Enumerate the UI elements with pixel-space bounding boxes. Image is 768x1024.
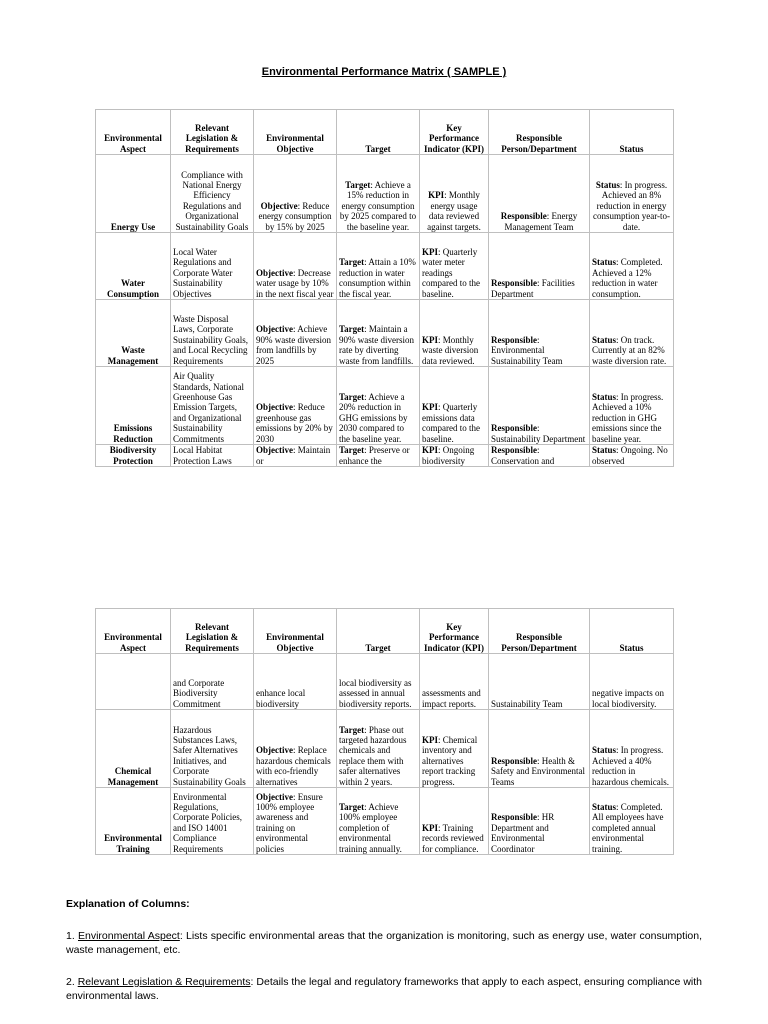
status-label: Status	[592, 334, 617, 345]
status-text: : Completed. Achieved a 12% reduction in water consumption.	[592, 257, 663, 299]
target-text: : Attain a 10% reduction in water consumption within the fiscal year.	[339, 257, 416, 299]
responsible-text: : Health & Safety and Environmental Teams	[491, 755, 585, 787]
responsible-label: Responsible	[491, 334, 538, 345]
objective-cell: enhance local biodiversity	[254, 654, 337, 710]
table-row	[96, 445, 674, 467]
target-cell	[337, 367, 420, 445]
header-objective: Environmental Objective	[254, 110, 337, 155]
target-cell	[337, 445, 420, 467]
objective-cell	[254, 155, 337, 233]
responsible-cell	[489, 367, 590, 445]
status-label: Status	[592, 391, 617, 402]
aspect-cell: Emissions Reduction	[96, 367, 171, 445]
explanation-item	[66, 929, 702, 957]
responsible-label: Responsible	[491, 278, 538, 289]
target-cell: local biodiversity as assessed in annual biodiversity reports.	[337, 654, 420, 710]
target-cell	[337, 155, 420, 233]
target-cell	[337, 788, 420, 855]
header-target: Target	[337, 609, 420, 654]
target-text: : Achieve a 15% reduction in energy consumption by 2025 compared to the baseline year.	[339, 179, 417, 232]
header-kpi: Key Performance Indicator (KPI)	[420, 110, 489, 155]
legislation-cell: Hazardous Substances Laws, Safer Alternatives Initiatives, and Corporate Sustainability Goals	[171, 710, 254, 788]
table-row	[96, 367, 674, 445]
responsible-cell	[489, 300, 590, 367]
legislation-cell: Local Water Regulations and Corporate Water Sustainability Objectives	[171, 233, 254, 300]
kpi-text: : Chemical inventory and alternatives report tracking progress.	[422, 734, 478, 787]
objective-label: Objective	[256, 324, 293, 335]
status-cell	[590, 445, 674, 467]
kpi-cell	[420, 367, 489, 445]
status-cell	[590, 155, 674, 233]
kpi-cell: assessments and impact reports.	[420, 654, 489, 710]
explanation-heading: Explanation of Columns:	[66, 898, 190, 910]
kpi-label: KPI	[422, 445, 439, 456]
target-label: Target	[339, 445, 365, 456]
responsible-cell: Sustainability Team	[489, 654, 590, 710]
kpi-text: : Training records reviewed for compliance.	[422, 822, 484, 854]
kpi-cell	[420, 155, 489, 233]
target-text: : Phase out targeted hazardous chemicals and replace them with safer alternatives within 2 years.	[339, 724, 407, 787]
target-label: Target	[339, 324, 365, 335]
responsible-cell	[489, 788, 590, 855]
status-label: Status	[595, 179, 620, 190]
status-cell	[590, 788, 674, 855]
target-text: : Achieve 100% employee completion of environmental training annually.	[339, 801, 402, 854]
target-text: : Achieve a 20% reduction in GHG emissions by 2030 compared to the baseline year.	[339, 391, 408, 444]
table-row	[96, 155, 674, 233]
status-cell	[590, 300, 674, 367]
aspect-cell	[96, 654, 171, 710]
kpi-label: KPI	[422, 246, 439, 257]
table-header-row	[96, 609, 674, 654]
target-label: Target	[339, 724, 365, 735]
responsible-label: Responsible	[491, 755, 538, 766]
objective-text: : Reduce energy consumption by 15% by 2025	[258, 200, 332, 232]
kpi-label: KPI	[422, 402, 439, 413]
status-label: Status	[592, 445, 617, 456]
kpi-label: KPI	[422, 734, 439, 745]
status-label: Status	[592, 801, 617, 812]
responsible-label: Responsible	[491, 812, 538, 823]
legislation-cell: Local Habitat Protection Laws	[171, 445, 254, 467]
header-legislation: Relevant Legislation & Requirements	[171, 110, 254, 155]
responsible-label: Responsible	[491, 423, 538, 434]
kpi-text: : Monthly waste diversion data reviewed.	[422, 334, 479, 366]
target-cell	[337, 710, 420, 788]
document-title: Environmental Performance Matrix ( SAMPLE )	[261, 66, 507, 78]
status-label: Status	[592, 745, 617, 756]
explanation-item-text: : Lists specific environmental areas that the organization is monitoring, such as energy use, water consumption, waste management, etc.	[66, 930, 702, 956]
legislation-cell: Environmental Regulations, Corporate Policies, and ISO 14001 Compliance Requirements	[171, 788, 254, 855]
aspect-cell: Water Consumption	[96, 233, 171, 300]
kpi-cell	[420, 300, 489, 367]
kpi-label: KPI	[422, 334, 439, 345]
objective-label: Objective	[260, 200, 298, 211]
responsible-text: : Conservation and	[491, 445, 555, 466]
explanation-item-number: 1.	[66, 930, 75, 942]
responsible-cell	[489, 155, 590, 233]
table-row	[96, 233, 674, 300]
target-label: Target	[339, 257, 365, 268]
header-status: Status	[590, 609, 674, 654]
kpi-text: : Monthly energy usage data reviewed against targets.	[427, 190, 481, 232]
header-legislation: Relevant Legislation & Requirements	[171, 609, 254, 654]
kpi-text: : Ongoing biodiversity	[422, 445, 475, 466]
responsible-label: Responsible	[491, 445, 538, 456]
header-responsible: Responsible Person/Department	[489, 110, 590, 155]
kpi-cell	[420, 788, 489, 855]
table-row	[96, 710, 674, 788]
status-text: : In progress. Achieved an 8% reduction in energy consumption year-to-date.	[592, 179, 671, 232]
table-header-row	[96, 110, 674, 155]
target-text: : Maintain a 90% waste diversion rate by diverting waste from landfills.	[339, 324, 414, 366]
status-text: : In progress. Achieved a 10% reduction in GHG emissions since the baseline year.	[592, 391, 664, 444]
explanation-item-term: Relevant Legislation & Requirements	[77, 976, 251, 988]
header-status: Status	[590, 110, 674, 155]
kpi-text: : Quarterly water meter readings compared to the baseline.	[422, 246, 480, 299]
objective-text: : Ensure 100% employee awareness and training on environmental policies	[256, 791, 323, 854]
objective-cell	[254, 367, 337, 445]
responsible-cell	[489, 710, 590, 788]
explanation-item-number: 2.	[66, 976, 75, 988]
header-aspect: Environmental Aspect	[96, 609, 171, 654]
explanation-item-text: : Details the legal and regulatory frameworks that apply to each aspect, ensuring compliance with environmental laws.	[66, 976, 702, 1002]
header-kpi: Key Performance Indicator (KPI)	[420, 609, 489, 654]
header-target: Target	[337, 110, 420, 155]
kpi-label: KPI	[428, 190, 445, 201]
matrix-table-part2	[95, 608, 674, 855]
status-text: : Ongoing. No observed	[592, 445, 668, 466]
explanation-item	[66, 975, 702, 1003]
aspect-cell: Waste Management	[96, 300, 171, 367]
target-label: Target	[339, 801, 365, 812]
table-row	[96, 300, 674, 367]
table-row	[96, 654, 674, 710]
aspect-cell: Environmental Training	[96, 788, 171, 855]
objective-cell	[254, 788, 337, 855]
responsible-cell	[489, 445, 590, 467]
objective-text: : Replace hazardous chemicals with eco-friendly alternatives	[256, 745, 331, 787]
table-row	[96, 788, 674, 855]
status-text: : Completed. All employees have completed annual environmental training.	[592, 801, 664, 854]
aspect-cell: Chemical Management	[96, 710, 171, 788]
kpi-cell	[420, 233, 489, 300]
objective-cell	[254, 710, 337, 788]
aspect-cell: Energy Use	[96, 155, 171, 233]
objective-text: : Decrease water usage by 10% in the next fiscal year	[256, 267, 334, 299]
objective-text: : Reduce greenhouse gas emissions by 20% by 2030	[256, 402, 333, 444]
status-cell	[590, 367, 674, 445]
objective-text: : Maintain or	[256, 445, 331, 466]
kpi-label: KPI	[422, 822, 439, 833]
objective-cell	[254, 445, 337, 467]
status-cell: negative impacts on local biodiversity.	[590, 654, 674, 710]
responsible-text: : HR Department and Environmental Coordinator	[491, 812, 555, 854]
responsible-text: : Environmental Sustainability Team	[491, 334, 563, 366]
responsible-text: : Facilities Department	[491, 278, 575, 299]
kpi-cell	[420, 445, 489, 467]
objective-label: Objective	[256, 791, 293, 802]
status-text: : On track. Currently at an 82% waste diversion rate.	[592, 334, 667, 366]
objective-text: : Achieve 90% waste diversion from landfills by 2025	[256, 324, 331, 366]
status-cell	[590, 710, 674, 788]
objective-cell	[254, 300, 337, 367]
objective-cell	[254, 233, 337, 300]
target-label: Target	[339, 391, 365, 402]
status-label: Status	[592, 257, 617, 268]
header-objective: Environmental Objective	[254, 609, 337, 654]
responsible-text: : Sustainability Department	[491, 423, 586, 444]
objective-label: Objective	[256, 445, 293, 456]
responsible-text: : Energy Management Team	[504, 211, 578, 232]
aspect-cell: Biodiversity Protection	[96, 445, 171, 467]
legislation-cell: Compliance with National Energy Efficiency Regulations and Organizational Sustainability Goals	[171, 155, 254, 233]
legislation-cell: Waste Disposal Laws, Corporate Sustainability Goals, and Local Recycling Requirements	[171, 300, 254, 367]
target-label: Target	[345, 179, 371, 190]
header-responsible: Responsible Person/Department	[489, 609, 590, 654]
target-cell	[337, 233, 420, 300]
matrix-table-part1	[95, 109, 674, 467]
target-cell	[337, 300, 420, 367]
target-text: : Preserve or enhance the	[339, 445, 410, 466]
explanation-item-term: Environmental Aspect	[77, 930, 180, 942]
legislation-cell: Air Quality Standards, National Greenhouse Gas Emission Targets, and Organizational Sustainability Commitments	[171, 367, 254, 445]
kpi-text: : Quarterly emissions data compared to the baseline.	[422, 402, 480, 444]
legislation-cell: and Corporate Biodiversity Commitment	[171, 654, 254, 710]
status-cell	[590, 233, 674, 300]
responsible-cell	[489, 233, 590, 300]
objective-label: Objective	[256, 745, 293, 756]
responsible-label: Responsible	[500, 211, 547, 222]
kpi-cell	[420, 710, 489, 788]
objective-label: Objective	[256, 267, 293, 278]
header-aspect: Environmental Aspect	[96, 110, 171, 155]
objective-label: Objective	[256, 402, 293, 413]
status-text: : In progress. Achieved a 40% reduction in hazardous chemicals.	[592, 745, 669, 787]
